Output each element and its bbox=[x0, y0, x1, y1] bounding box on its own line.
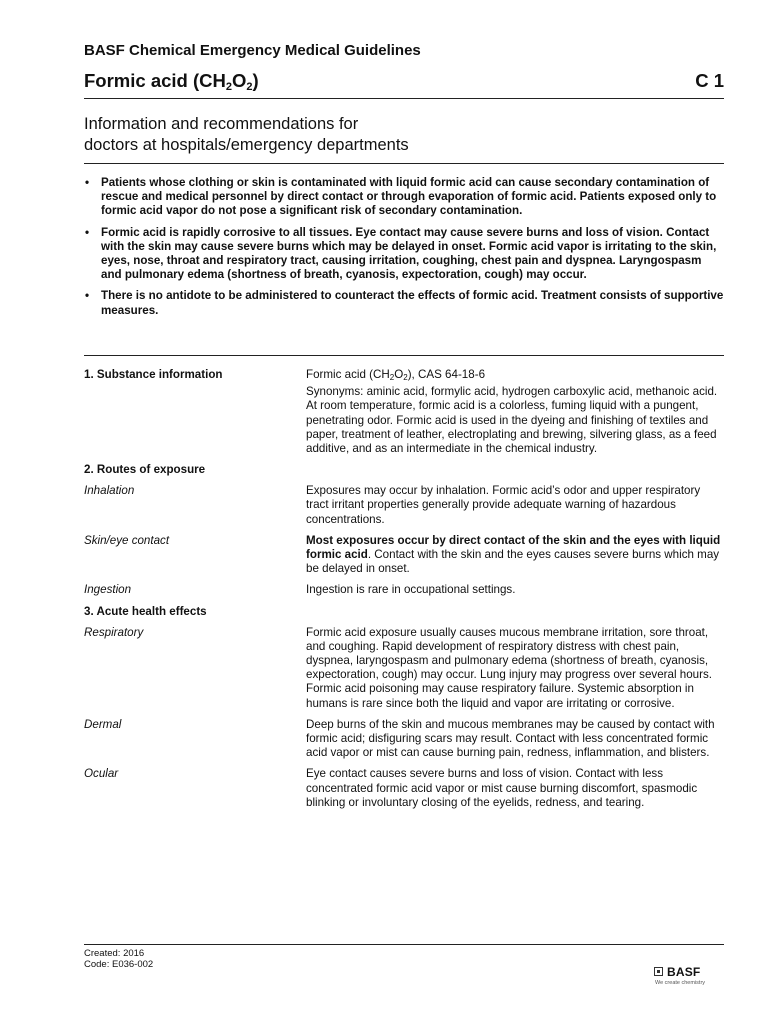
list-item: • Formic acid is rapidly corrosive to all tissues. Eye contact may cause severe burns and loss of vision. Contact with the skin may cause severe burns which may be delayed in onset. Formic acid vapor is irritating to the skin, eyes, nose, throat and respiratory tract, causing irritation, coughing, chest pain and dyspnea. Laryngospasm and pulmonary edema (shortness of breath, cyanosis, expectoration, cough) may occur. bbox=[85, 225, 717, 282]
respiratory-row bbox=[84, 626, 724, 711]
subtitle-divider bbox=[84, 163, 724, 164]
key-points-list bbox=[84, 176, 724, 325]
ocular-row bbox=[84, 767, 724, 810]
row-label: Ocular bbox=[84, 767, 119, 781]
row-text: Ingestion is rare in occupational settings. bbox=[306, 583, 516, 597]
substance-section bbox=[84, 368, 724, 456]
row-label: Skin/eye contact bbox=[84, 533, 170, 547]
row-text: Exposures may occur by inhalation. Formic acid’s odor and upper respiratory tract irritant properties generally provide adequate warning of hazardous concentrations. bbox=[306, 484, 701, 526]
list-item: • Patients whose clothing or skin is contaminated with liquid formic acid can cause secondary contamination of rescue and medical personnel by direct contact or through evaporation of formic acid. Patients exposed only to formic acid vapor do not pose a significant risk of secondary contamination. bbox=[85, 176, 717, 218]
dermal-row bbox=[84, 718, 724, 761]
inhalation-row bbox=[84, 484, 724, 527]
footer-divider bbox=[84, 944, 724, 945]
row-text: Most exposures occur by direct contact of the skin and the eyes with liquid formic acid. Contact with the skin and the eyes causes severe burns which may be delayed in onset. bbox=[306, 533, 721, 576]
bullet-icon: • bbox=[85, 225, 90, 239]
created-date: Created: 2016 bbox=[84, 948, 145, 959]
document-code: Code: E036-002 bbox=[84, 959, 154, 970]
row-label: Respiratory bbox=[84, 625, 144, 639]
bullet-icon: • bbox=[85, 176, 90, 189]
row-text: Formic acid exposure usually causes mucous membrane irritation, sore throat, and coughing. Rapid development of respiratory distress with chest pain, dyspnea, laryngospasm and pulmonary edema (shortness of breath, cyanosis, expectoration, cough) may occur. Lung injury may progress over several hours. Formic acid poisoning may cause respiratory failure. Systemic absorption in humans is rare since both the liquid and vapor are irritating or corrosive. bbox=[306, 625, 712, 710]
subtitle: Information and recommendations for doctors at hospitals/emergency departments bbox=[84, 115, 409, 154]
section-heading: 1. Substance information bbox=[84, 368, 223, 381]
row-text: Deep burns of the skin and mucous membranes may be caused by contact with formic acid; disfiguring scars may result. Contact with less concentrated formic acid vapor or mist can cause burning pain, redness, inflammation, and blisters. bbox=[306, 717, 715, 760]
header-divider bbox=[84, 98, 724, 99]
guideline-code: C 1 bbox=[695, 70, 724, 91]
row-text: Eye contact causes severe burns and loss of vision. Contact with less concentrated formic acid vapor or mist cause burning discomfort, spasmodic blinking or involuntary closing of the eyelids, redness, and tearing. bbox=[306, 767, 698, 809]
basf-logo: BASF We create chemistry bbox=[655, 965, 706, 986]
bullets-divider bbox=[84, 355, 724, 356]
section-heading: 2. Routes of exposure bbox=[84, 463, 206, 477]
page-title: Formic acid $(CH_2O_2)$ bbox=[84, 70, 259, 93]
substance-formula: Formic acid $(CH_2O_2)$, CAS 64-18-6 bbox=[306, 368, 486, 382]
row-label: Inhalation bbox=[84, 484, 135, 498]
footer-info bbox=[84, 948, 153, 970]
guide-title: BASF Chemical Emergency Medical Guidelines bbox=[84, 42, 421, 59]
list-item: • There is no antidote to be administered to counteract the effects of formic acid. Treatment consists of supportive measures. bbox=[85, 289, 724, 317]
guideline-sections bbox=[84, 368, 724, 817]
basf-square-icon bbox=[654, 967, 663, 976]
skin-eye-row bbox=[84, 534, 724, 577]
substance-details bbox=[306, 368, 724, 456]
substance-description: At room temperature, formic acid is a colorless, fuming liquid with a pungent, penetrating odor. Formic acid is used in the dyeing and finishing of textiles and paper, treatment of leather, electroplating and brewing, silvering glass, as a feed additive, and as an intermediate in the chemical industry. bbox=[306, 399, 717, 456]
substance-synonyms: Synonyms: aminic acid, formylic acid, hydrogen carboxylic acid, methanoic acid. bbox=[306, 385, 718, 399]
ingestion-row bbox=[84, 583, 724, 597]
row-label: Dermal bbox=[84, 717, 122, 731]
row-label: Ingestion bbox=[84, 583, 132, 597]
section-heading: 3. Acute health effects bbox=[84, 604, 207, 618]
bullet-icon: • bbox=[85, 289, 90, 303]
